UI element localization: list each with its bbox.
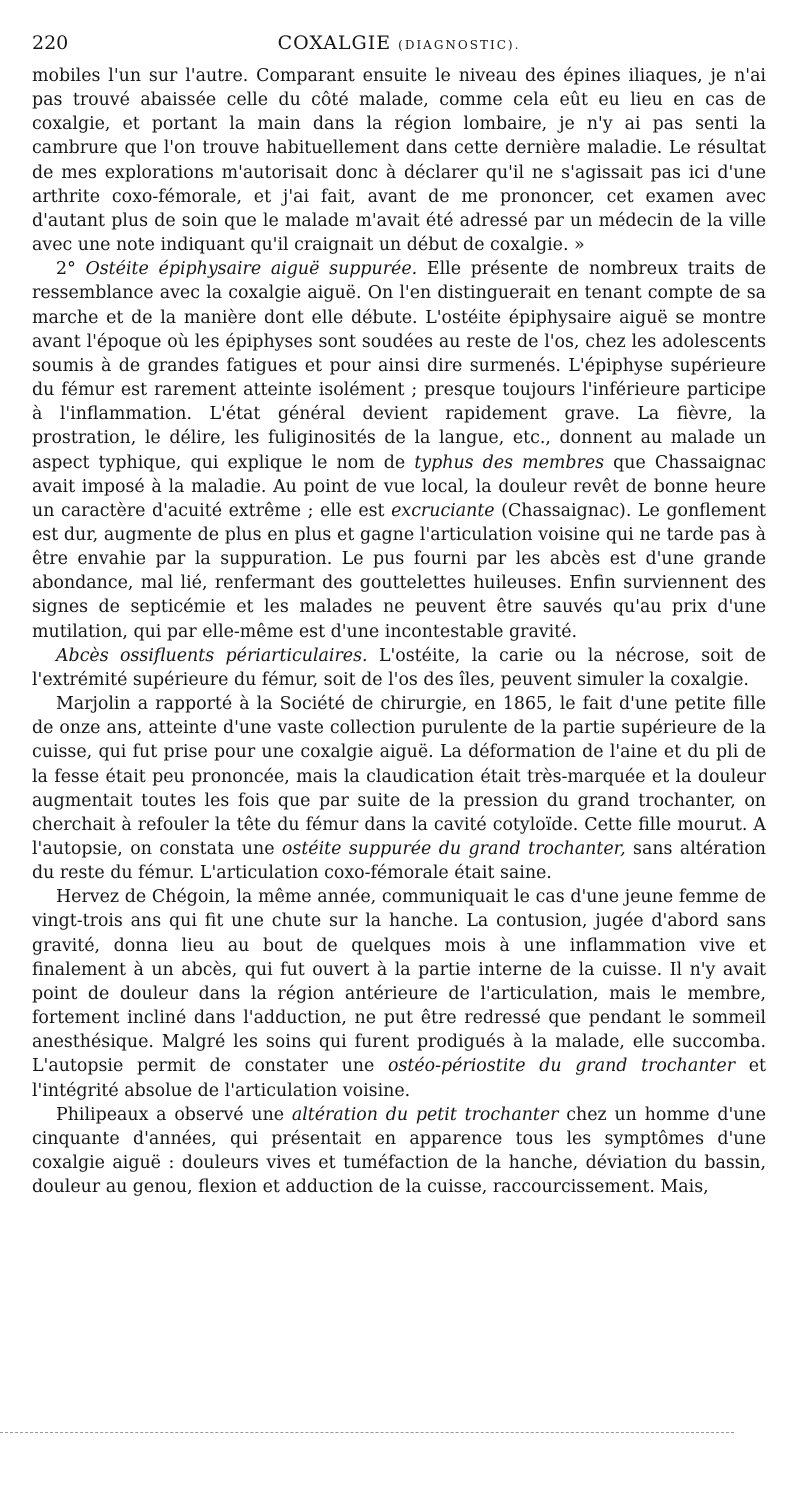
italic-text: Ostéite épiphysaire aiguë suppurée. (85, 259, 418, 280)
page (32, 28, 766, 1199)
paragraph (32, 64, 766, 257)
page-number: 220 (32, 32, 69, 54)
paragraph (32, 885, 766, 1102)
running-title-sub: (DIAGNOSTIC). (398, 38, 521, 52)
italic-text: ostéo-périostite du grand trochanter (387, 1056, 736, 1077)
text-run: Marjolin a rapporté à la Société de chirurgie, en 1865, le fait d'une petite fille de onze ans, atteinte d'une vaste collection purulente de la partie supérieure de la cuisse, qui fut prise pour une coxalgie aiguë. La déformation de l'aine et du pli de la fesse était peu prononcée, mais la claudication était très-marquée et la douleur augmentait toutes les fois que par suite de la pression du grand trochanter, on cherchait à refouler la tête du fémur dans la cavité cotyloïde. Cette fille mourut. A l'autopsie, on constata une (32, 694, 766, 859)
text-run: chez un homme d'une cinquante d'années, qui présentait en apparence tous les symptômes d'une coxalgie aiguë : douleurs vives et tuméfaction de la hanche, déviation du bassin, douleur au genou, flexion et adduction de la cuisse, raccourcissement. Mais, (32, 1104, 766, 1198)
text-run: L'ostéite, la carie ou la nécrose, soit de l'extrémité supérieure du fémur, soit de l'os des îles, peuvent simuler la coxalgie. (32, 645, 766, 690)
body-text (32, 64, 766, 1199)
italic-text: altération du petit trochanter (291, 1104, 559, 1125)
text-run: sans altération du reste du fémur. L'articulation coxo-fémorale était saine. (32, 839, 766, 884)
text-run: que Chassaignac avait imposé à la maladie. Au point de vue local, la douleur revêt de bonne heure un caractère d'acuité extrême ; elle est (32, 452, 766, 521)
italic-text: excruciante (391, 500, 495, 521)
text-run: et l'intégrité absolue de l'articulation voisine. (32, 1056, 767, 1101)
text-run: mobiles l'un sur l'autre. Comparant ensuite le niveau des épines iliaques, je n'ai pas trouvé abaissée celle du côté malade, comme cela eût eu lieu en cas de coxalgie, et portant la main dans la région lombaire, je n'y ai pas senti la cambrure que l'on trouve habituellement dans cette dernière maladie. Le résultat de mes explorations m'autorisait donc à déclarer qu'il ne s'agissait pas ici d'une arthrite coxo-fémorale, et j'ai fait, avant de me prononcer, cet examen avec d'autant plus de soin que le malade m'avait été adressé par un médecin de la ville avec une note indiquant qu'il craignait un début de coxalgie. » (32, 66, 766, 256)
running-header (32, 28, 766, 62)
running-title-main: COXALGIE (277, 32, 392, 54)
running-title (32, 32, 766, 54)
paragraph (32, 1103, 766, 1200)
italic-text: typhus des membres (414, 452, 605, 473)
text-run: (Chassaignac). Le gonflement est dur, augmente de plus en plus et gagne l'articulation voisine qui ne tarde pas à être envahie par la suppuration. Le pus fourni par les abcès est d'une grande abondance, mal lié, renfermant des gouttelettes huileuses. Enfin surviennent des signes de septicémie et les malades ne peuvent être sauvés qu'au prix d'une mutilation, qui par elle-même est d'une incontestable gravité. (32, 500, 767, 642)
text-run: Philipeaux a observé une (56, 1104, 292, 1125)
italic-text: ostéite suppurée du grand trochanter, (281, 839, 626, 859)
paragraph (32, 692, 766, 885)
text-run: Hervez de Chégoin, la même année, communiquait le cas d'une jeune femme de vingt-trois ans qui fit une chute sur la hanche. La contusion, jugée d'abord sans gravité, donna lieu au bout de quelques mois à une inflammation vive et finalement à un abcès, qui fut ouvert à la partie interne de la cuisse. Il n'y avait point de douleur dans la région antérieure de l'articulation, mais le membre, fortement incliné dans l'adduction, ne put être redressé que pendant le sommeil anesthésique. Malgré les soins qui furent prodigués à la malade, elle succomba. L'autopsie permit de constater une (32, 887, 766, 1077)
footer-rule (0, 1432, 734, 1433)
paragraph (32, 257, 766, 644)
text-run: Elle présente de nombreux traits de ressemblance avec la coxalgie aiguë. On l'en distinguerait en tenant compte de sa marche et de la manière dont elle débute. L'ostéite épiphysaire aiguë se montre avant l'époque où les épiphyses sont soudées au reste de l'os, chez les adolescents soumis à de grandes fatigues et pour ainsi dire surmenés. L'épiphyse supérieure du fémur est rarement atteinte isolément ; presque toujours l'inférieure participe à l'inflammation. L'état général devient rapidement grave. La fièvre, la prostration, le délire, les fuliginosités de la langue, etc., donnent au malade un aspect typhique, qui explique le nom de (32, 259, 766, 473)
paragraph (32, 644, 766, 692)
text-run: 2° (56, 259, 86, 280)
italic-text: Abcès ossifluents périarticulaires. (56, 645, 368, 666)
